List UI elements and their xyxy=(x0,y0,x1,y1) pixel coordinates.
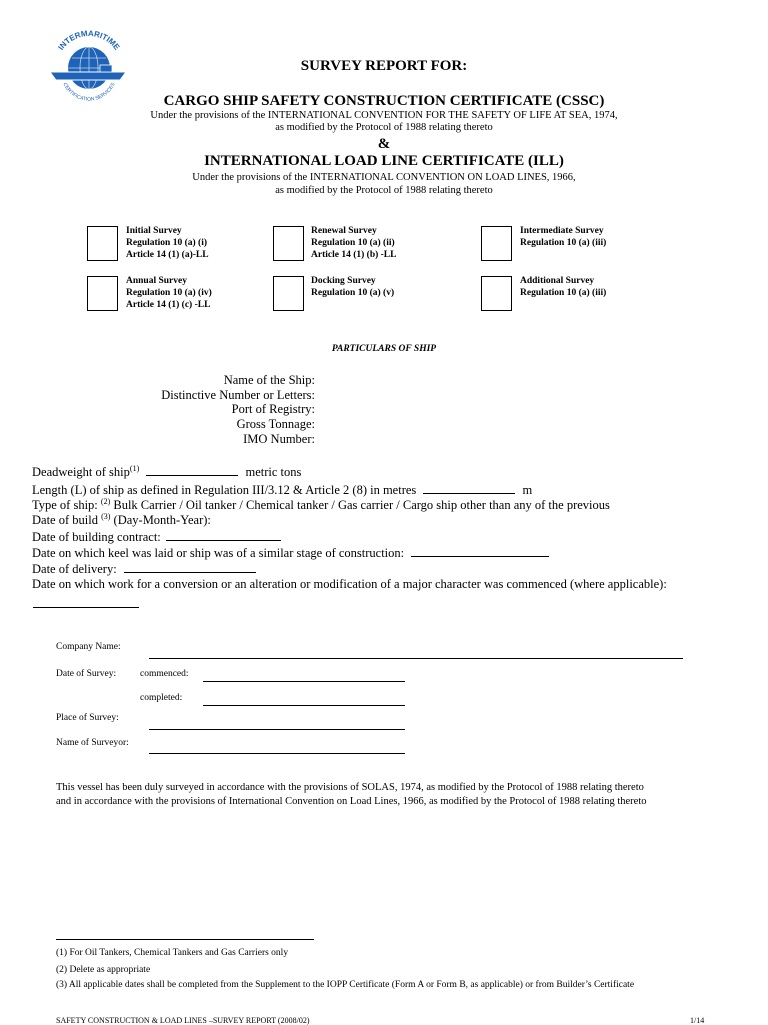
length-field[interactable] xyxy=(423,483,515,494)
docking-survey-label: Docking Survey Regulation 10 (a) (v) xyxy=(311,276,395,298)
delivery-field[interactable] xyxy=(124,562,256,573)
cssc-subtitle-1: Under the provisions of the INTERNATIONAL CONVENTION FOR THE SAFETY OF LIFE AT SEA, 1974, xyxy=(150,110,618,121)
date-of-build-row: Date of build $^{(3)}$ (Day-Month-Year): xyxy=(32,511,211,527)
conversion-field[interactable] xyxy=(33,607,139,608)
docking-survey-checkbox[interactable] xyxy=(273,276,304,311)
ship-type-row: Type of ship: $^{(2)}$ Bulk Carrier / Oil tanker / Chemical tanker / Gas carrier / Cargo ship other than any of the previous xyxy=(32,496,610,512)
place-of-survey-label: Place of Survey: xyxy=(56,713,119,723)
additional-survey-label: Additional Survey Regulation 10 (a) (iii) xyxy=(520,276,607,298)
particulars-labels xyxy=(100,373,315,447)
annual-survey-label: Annual Survey Regulation 10 (a) (iv) Article 14 (1) (c) -LL xyxy=(126,276,212,310)
company-name-field[interactable] xyxy=(149,658,683,659)
document-reference: SAFETY CONSTRUCTION & LOAD LINES –SURVEY REPORT (2008/02) xyxy=(56,1016,310,1025)
building-contract-row: Date of building contract: xyxy=(32,530,752,546)
renewal-survey-checkbox[interactable] xyxy=(273,226,304,261)
company-name-label: Company Name: xyxy=(56,642,121,652)
cssc-subtitle-2: as modified by the Protocol of 1988 relating thereto xyxy=(275,122,493,133)
date-of-survey-label: Date of Survey: xyxy=(56,669,117,679)
footnote-1: (1) For Oil Tankers, Chemical Tankers and Gas Carriers only xyxy=(56,948,289,958)
footnote-3: (3) All applicable dates shall be completed from the Supplement to the IOPP Certificate (Form A or Form B, as applicable) or from Builder’s Certificate xyxy=(56,980,635,990)
gross-tonnage-label: Gross Tonnage: xyxy=(236,417,315,432)
initial-survey-label: Initial Survey Regulation 10 (a) (i) Article 14 (1) (a)-LL xyxy=(126,226,209,260)
completed-label: completed: xyxy=(140,693,183,703)
surveyor-name-label: Name of Surveyor: xyxy=(56,738,129,748)
completed-field[interactable] xyxy=(203,705,405,706)
building-contract-field[interactable] xyxy=(166,530,281,541)
additional-survey-checkbox[interactable] xyxy=(481,276,512,311)
ampersand: & xyxy=(377,136,391,152)
logo-top-text: INTERMARITIME xyxy=(56,28,122,52)
particulars-heading: PARTICULARS OF SHIP xyxy=(331,344,437,354)
keel-laid-field[interactable] xyxy=(411,546,549,557)
keel-laid-row: Date on which keel was laid or ship was of a similar stage of construction: xyxy=(32,546,752,562)
logo-bottom-text: CERTIFICATION SERVICES xyxy=(61,81,117,103)
deadweight-row: Deadweight of ship$^{(1)}$ metric tons xyxy=(32,463,302,479)
survey-report-heading: SURVEY REPORT FOR: xyxy=(300,58,468,74)
deadweight-field[interactable] xyxy=(146,465,238,476)
annual-survey-checkbox[interactable] xyxy=(87,276,118,311)
commenced-field[interactable] xyxy=(203,681,405,682)
cssc-title: CARGO SHIP SAFETY CONSTRUCTION CERTIFICATE (CSSC) xyxy=(163,93,605,109)
conversion-row: Date on which work for a conversion or an alteration or modification of a major character was commenced (where applicable): xyxy=(32,577,667,591)
footnote-divider xyxy=(56,939,314,940)
ill-subtitle-1: Under the provisions of the INTERNATIONAL CONVENTION ON LOAD LINES, 1966, xyxy=(192,172,576,183)
intermediate-survey-checkbox[interactable] xyxy=(481,226,512,261)
page-number: 1/14 xyxy=(690,1016,705,1025)
renewal-survey-label: Renewal Survey Regulation 10 (a) (ii) Article 14 (1) (b) -LL xyxy=(311,226,397,260)
port-of-registry-label: Port of Registry: xyxy=(231,402,315,417)
commenced-label: commenced: xyxy=(140,669,189,679)
length-row: Length (L) of ship as defined in Regulation III/3.12 & Article 2 (8) in metres m xyxy=(32,483,533,497)
ship-type-options[interactable]: Bulk Carrier / Oil tanker / Chemical tanker / Gas carrier / Cargo ship other than any of the previous xyxy=(113,498,610,512)
survey-statement: This vessel has been duly surveyed in accordance with the provisions of SOLAS, 1974, as modified by the Protocol of 1988 relating thereto and in accordance with the provisions of International Convention on Load Lines, 1966, as modified by the Protocol of 1988 relating thereto xyxy=(56,782,647,807)
surveyor-name-field[interactable] xyxy=(149,753,405,754)
ship-name-label: Name of the Ship: xyxy=(223,373,315,387)
ill-title: INTERNATIONAL LOAD LINE CERTIFICATE (ILL) xyxy=(204,153,564,169)
initial-survey-checkbox[interactable] xyxy=(87,226,118,261)
imo-number-label: IMO Number: xyxy=(243,431,315,446)
ill-subtitle-2: as modified by the Protocol of 1988 relating thereto xyxy=(275,185,493,196)
place-of-survey-field[interactable] xyxy=(149,729,405,730)
distinctive-number-label: Distinctive Number or Letters: xyxy=(161,387,315,402)
footnote-2: (2) Delete as appropriate xyxy=(56,965,151,975)
delivery-row: Date of delivery: xyxy=(32,562,752,578)
intermediate-survey-label: Intermediate Survey Regulation 10 (a) (iii) xyxy=(520,226,607,248)
